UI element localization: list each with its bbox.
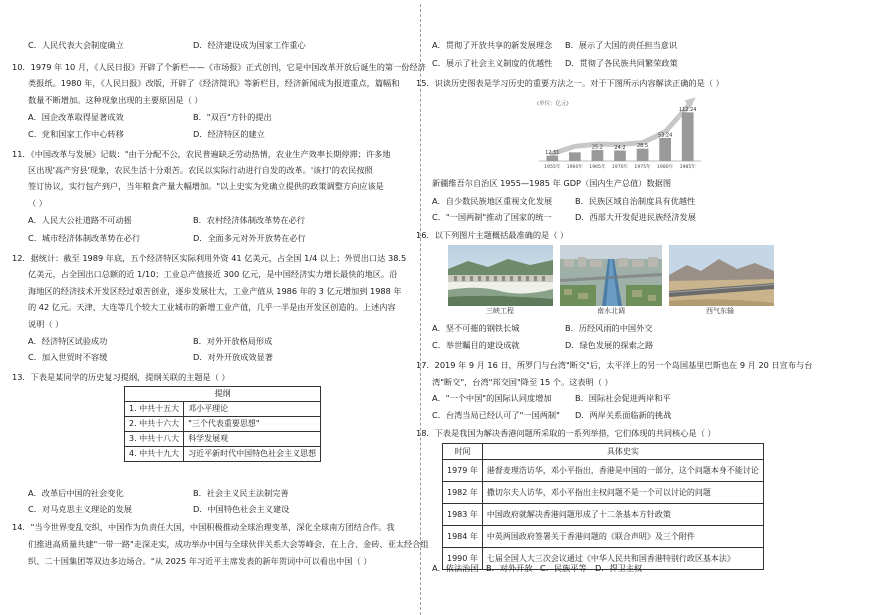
chart-category-label: 1975年 [634,165,651,170]
q18-stem: 18．下表是我国为解决香港问题所采取的一系列举措，它们体现的共同核心是（ ） [416,428,716,438]
q13-session: 3. 中共十八大 [125,432,184,447]
q18-fact: 港督麦理浩访华，邓小平指出，香港是中国的一部分，这个问题本身不能讨论 [482,460,763,482]
q18-option-b: B．对外开放 [486,563,533,573]
q14-line-3: 织、二十国集团等双边多边场合。"从 2025 年习近平主席发表的新年贺词中可以看出中国（ ） [28,556,372,566]
q13-option-b: B．社会主义民主法制完善 [193,488,289,498]
chart-value-label: 53.24 [657,132,673,139]
q16-option-d: D．绿色发展的探索之路 [565,340,654,350]
q13-session: 2. 中共十六大 [125,417,184,432]
table-row [125,417,321,432]
q12-line-5: 说明（ ） [28,319,64,329]
chart-bar [682,112,694,161]
q18-time: 1984 年 [443,526,483,548]
q11-option-b: B．农村经济体制改革势在必行 [193,215,306,225]
q13-option-a: A．改革后中国的社会变化 [28,488,124,498]
chart-bar [659,138,671,161]
chart-value-label: 112.24 [678,106,697,113]
table-row [443,526,764,548]
q11-line-3: 签订协议，实行包产到户，当年粮食产量大幅增加。"以上史实为党确立提供的政策调整方向应该是 [28,181,384,191]
q18-table [442,443,764,570]
q18-option-d: D．捍卫主权 [595,563,643,573]
q10-line-3: 数量不断增加。这种现象出现的主要原因是（ ） [28,95,203,105]
photo-caption-gas-transmission: 西气东输 [706,307,734,315]
chart-value-label: 12.31 [545,150,560,157]
q14-option-b: B．展示了大国的责任担当意识 [565,40,678,50]
q11-line-1: 11．《中国改革与发展》记载："由于分配不公，农民普遍缺乏劳动热情，农业生产效率长期停滞；许多地 [12,149,391,159]
three-gorges-photo [448,245,553,306]
q12-option-b: B．对外开放格局形成 [193,336,273,346]
q14-option-a: A．贯彻了开放共享的新发展理念 [432,40,553,50]
q17-option-c: C．台湾当局已经认可了"一国两制" [432,410,560,420]
q18-time: 1979 年 [443,460,483,482]
q18-option-c: C．民族平等 [540,563,587,573]
q13-stem: 13．下表是某同学的历史复习提纲，提纲关联的主题是（ ） [12,372,230,382]
q15-stem: 15．识读历史图表是学习历史的重要方法之一。对于下图所示内容解读正确的是（ ） [416,78,724,88]
q17-line-1: 17．2019 年 9 月 16 日，所罗门与台湾"断交"后，太平洋上的另一个岛国基里巴斯也在 9 月 20 日宣布与台 [416,360,813,370]
q10-line-1: 10．1979 年 10 月，《人民日报》开辟了个新栏——《市场报》正式创刊，它是中国改革开放后诞生的第一份经济 [12,62,426,72]
q13-content: 习近平新时代中国特色社会主义思想 [184,447,321,462]
photo-caption-water-diversion: 南水北调 [597,307,625,315]
q13-content: 邓小平理论 [184,402,321,417]
q18-fact: 中英两国政府签署关于香港问题的《联合声明》及三个附件 [482,526,763,548]
chart-bar [546,156,558,161]
chart-bar [569,152,581,161]
q12-option-c: C．加入世贸时不容缓 [28,352,108,362]
q18-fact: 中国政府就解决香港问题形成了十二条基本方针政策 [482,504,763,526]
q15-caption: 新疆维吾尔自治区 1955—1985 年 GDP（国内生产总值）数据图 [432,178,672,188]
table-row [443,460,764,482]
table-row [125,402,321,417]
q13-content: "三个代表重要思想" [184,417,321,432]
column-divider [420,4,421,615]
q12-line-1: 12．据统计：截至 1989 年底，五个经济特区实际利用外资 41 亿美元，占全国 1/4 以上；外贸出口达 38.5 [12,253,407,263]
photo-caption-three-gorges: 三峡工程 [486,307,514,315]
q11-option-c: C．城市经济体制改革势在必行 [28,233,141,243]
table-row [443,482,764,504]
q12-option-d: D．对外开放成效显著 [193,352,273,362]
table-row [125,447,321,462]
q14-option-c: C．展示了社会主义制度的优越性 [432,58,553,68]
q12-option-a: A．经济特区试验成功 [28,336,108,346]
chart-category-label: 1985年 [679,165,696,170]
chart-value-label: 25.2 [591,144,603,151]
south-north-water-photo [560,245,662,306]
q16-option-b: B．历经风雨的中国外交 [565,323,653,333]
q10-option-c: C．党和国家工作中心转移 [28,129,124,139]
q13-option-c: C．对马克思主义理论的发展 [28,504,132,514]
chart-bar [614,151,626,161]
chart-category-label: 1955年 [544,165,561,170]
q16-option-a: A．坚不可摧的钢铁长城 [432,323,520,333]
q16-option-c: C．举世瞩目的建设成就 [432,340,520,350]
chart-value-label: 24.2 [614,145,626,152]
q10-option-a: A．国企改革取得显著成效 [28,112,124,122]
q15-option-b: B．民族区域自治制度具有优越性 [575,196,696,206]
q15-option-a: A．自少数民族地区重视文化发展 [432,196,553,206]
q10-option-d: D．经济特区的建立 [193,129,265,139]
prev-option-d: D．经济建设成为国家工作重心 [193,40,306,50]
q18-time: 1982 年 [443,482,483,504]
q11-line-2: 区出现'高产穷县'现象，农民生活十分艰苦。农民以实际行动进行自发的改革。'该打'的农民按照 [28,165,373,175]
q14-line-1: 14．"当今世界变乱交织，中国作为负责任大国，中国积极推动全球治理变革，深化全球南方团结合作。我 [12,522,395,532]
q14-option-d: D．贯彻了各民族共同繁荣政策 [565,58,678,68]
q18-fact: 七届全国人大三次会议通过《中华人民共和国香港特别行政区基本法》 [482,548,763,570]
q18-header-fact: 具体史实 [482,444,763,460]
chart-category-label: 1965年 [589,165,606,170]
q14-line-2: 们推进高质量共建"一带一路"走深走实，成功举办中国与全球伙伴关系大会等峰会，在上合、金砖、亚太经合组 [28,539,429,549]
prev-option-c: C．人民代表大会制度确立 [28,40,124,50]
chart-unit-label: (单位：亿元) [537,101,569,107]
q11-option-d: D．全面多元对外开放势在必行 [193,233,306,243]
q17-option-a: A．"一个中国"的国际认同度增加 [432,393,552,403]
q15-option-d: D．西部大开发促进民族经济发展 [575,212,696,222]
q13-table-header: 提纲 [125,387,321,402]
q13-session: 4. 中共十九大 [125,447,184,462]
q18-fact: 撒切尔夫人访华，邓小平指出主权问题不是一个可以讨论的问题 [482,482,763,504]
q13-content: 科学发展观 [184,432,321,447]
q15-option-c: C．"一国两制"推动了国家的统一 [432,212,552,222]
q12-line-4: 的 42 亿元。天津、大连等几个较大工业城市的新增工业产值，几乎一半是由开发区创造的。上述内容 [28,302,396,312]
q10-line-2: 类报纸。1980 年，《人民日报》改版，开辟了《经济简讯》等新栏目，经济新闻成为报道重点，篇幅和 [28,78,400,88]
chart-bar [637,149,649,161]
chart-category-label: 1970年 [611,165,629,170]
chart-category-label: 1980年 [656,165,674,170]
chart-category-label: 1960年 [566,165,584,170]
q17-option-b: B．国际社会促进两岸和平 [575,393,671,403]
q13-option-d: D．中国特色社会主义建设 [193,504,290,514]
gdp-bar-chart [535,95,705,173]
table-row [443,504,764,526]
q13-session: 1. 中共十五大 [125,402,184,417]
q18-time: 1990 年 [443,548,483,570]
west-east-gas-photo [669,245,774,306]
chart-value-label: 28.5 [637,143,649,150]
table-row [125,432,321,447]
q16-stem: 16．以下列图片主题概括最准确的是（ ） [416,230,569,240]
q12-line-3: 海地区的经济技术开发区经过艰苦创业，逐步发展壮大，工业产值从 1986 年的 3 亿元增加到 1988 年 [28,286,402,296]
q13-table [124,386,321,462]
q11-option-a: A．人民大公社道路不可动摇 [28,215,132,225]
chart-bar [592,150,604,161]
q12-line-2: 亿美元，占全国出口总额的近 1/10；工业总产值接近 300 亿元，是中国经济实力增长最快的地区。沿 [28,269,398,279]
q17-line-2: 湾"断交"，台湾"邦交国"降至 15 个。这表明（ ） [432,377,613,387]
q10-option-b: B．"双百"方针的提出 [193,112,272,122]
q18-header-time: 时间 [443,444,483,460]
q17-option-d: D．两岸关系面临新的挑战 [575,410,672,420]
q18-time: 1983 年 [443,504,483,526]
q18-option-a: A．依法治国 [432,563,479,573]
table-header-row [443,444,764,460]
q11-line-4: （ ） [28,198,47,208]
